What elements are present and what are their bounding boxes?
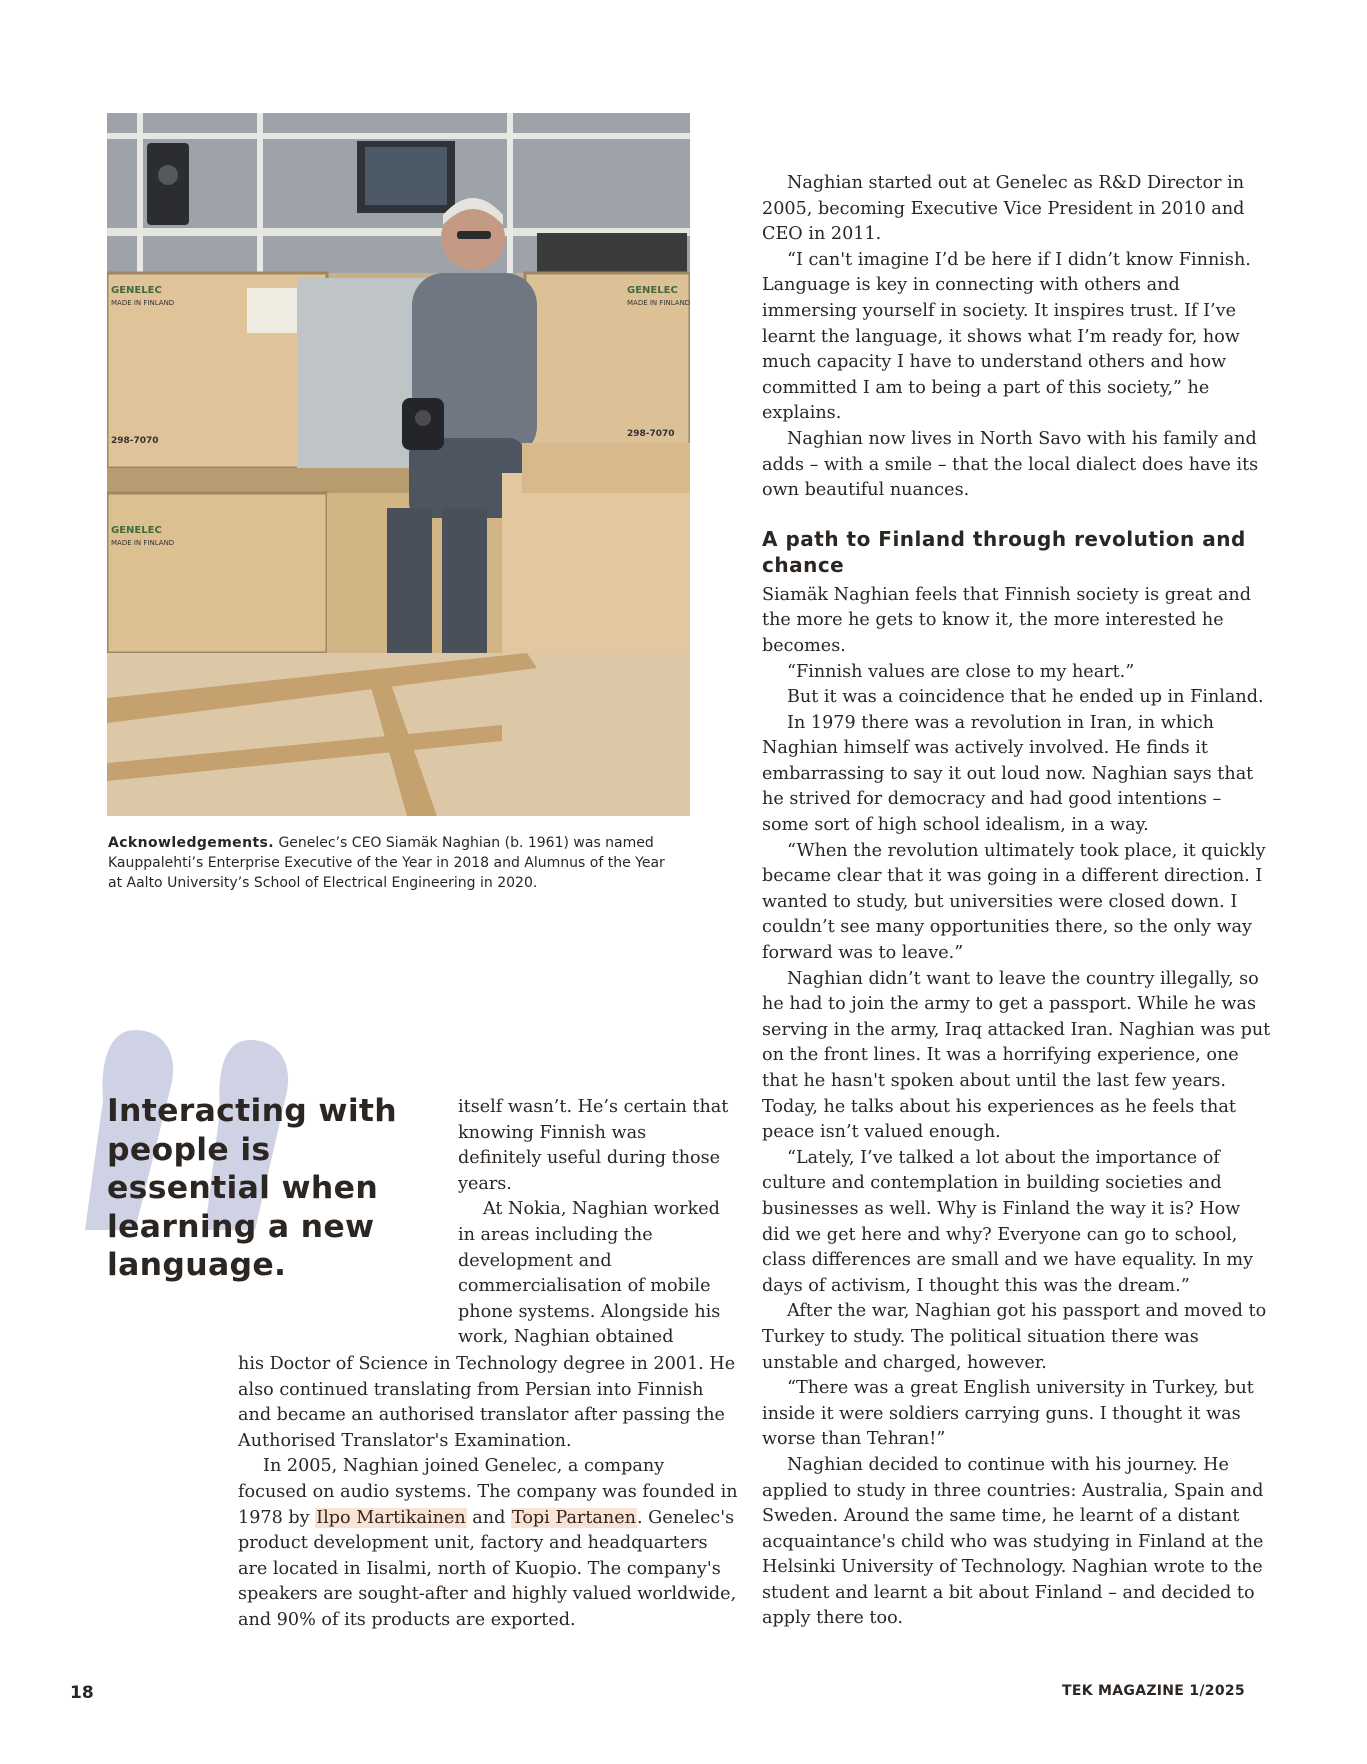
text-span: . Genelec's product development unit, factory and headquarters are located in Iisalmi, north of Kuopio. The company's speakers are sought-after and highly valued worldwide, and 90% of its products are exported.: [238, 1507, 737, 1630]
crate-label-2: MADE IN FINLAND: [111, 299, 175, 307]
paragraph: Naghian decided to continue with his journey. He applied to study in three countries: Australia, Spain and Sweden. Around the same time, he learnt of a distant acquaintance's child who was studying in Finland at the Helsinki University of Technology. Naghian wrote to the student and learnt a bit about Finland – and decided to apply there too.: [762, 1454, 1264, 1629]
paragraph: “I can't imagine I’d be here if I didn’t know Finnish. Language is key in connecting with others and immersing yourself in society. It inspires trust. If I’ve learnt the language, it shows what I’m ready for, how much capacity I have to understand others and how committed I am to being a part of this society,” he explains.: [762, 249, 1251, 424]
link-topi-partanen[interactable]: Topi Partanen: [511, 1507, 636, 1528]
paragraph: At Nokia, Naghian worked in areas including the development and commercialisation of mobile phone systems. Alongside his work, Naghian obtained: [458, 1199, 721, 1348]
crate-label-7: GENELEC: [111, 525, 162, 536]
article-photo: [107, 113, 690, 816]
caption-text: Genelec’s CEO Siamäk Naghian (b. 1961) was named Kauppalehti’s Enterprise Executive of the Year in 2018 and Alumnus of the Year at Aalto University’s School of Electrical Engineering in 2020.: [108, 835, 665, 891]
paragraph: Naghian now lives in North Savo with his family and adds – with a smile – that the local dialect does have its own beautiful nuances.: [762, 428, 1259, 501]
caption-lead: Acknowledgements.: [108, 835, 274, 851]
pull-quote: Interacting with people is essential when learning a new language.: [107, 1093, 398, 1283]
page-number: 18: [70, 1683, 94, 1703]
paragraph: “There was a great English university in Turkey, but inside it were soldiers carrying guns. I thought it was worse than Tehran!”: [762, 1378, 1254, 1450]
link-ilpo-martikainen[interactable]: Ilpo Martikainen: [316, 1507, 466, 1528]
magazine-issue: TEK MAGAZINE 1/2025: [1062, 1683, 1245, 1699]
paragraph: “Lately, I’ve talked a lot about the importance of culture and contemplation in building societies and businesses as well. Why is Finland the way it is? How did we get here and why? Everyone can go to school, class differences are small and we have equality. In my days of activism, I thought this was the dream.”: [762, 1147, 1254, 1296]
text-span: In 2005, Naghian joined Genelec, a company focused on audio systems. The company was founded in 1978 by: [238, 1456, 738, 1528]
paragraph: “Finnish values are close to my heart.”: [787, 661, 1135, 682]
paragraph: But it was a coincidence that he ended up in Finland.: [787, 687, 1264, 708]
crate-label-8: MADE IN FINLAND: [111, 539, 175, 547]
crate-label-3: GENELEC: [627, 285, 678, 296]
crate-label-4: MADE IN FINLAND: [627, 299, 690, 307]
section-heading: A path to Finland through revolution and chance: [762, 526, 1246, 577]
crate-label-5: 298-7070: [111, 436, 159, 446]
paragraph: In 1979 there was a revolution in Iran, in which Naghian himself was actively involved. He finds it embarrassing to say it out loud now. Naghian says that he strived for democracy and had good intentions – some sort of high school idealism, in a way.: [762, 712, 1254, 836]
paragraph: After the war, Naghian got his passport and moved to Turkey to study. The political situation there was unstable and charged, however.: [762, 1301, 1267, 1373]
paragraph-founders: [238, 1454, 738, 1633]
paragraph: Naghian didn’t want to leave the country illegally, so he had to join the army to get a passport. While he was serving in the army, Iraq attacked Iran. Naghian was put on the front lines. It was a horrifying experience, one that he hasn't spoken about until the last few years. Today, he talks about his experiences as he feels that peace isn’t valued enough.: [762, 968, 1271, 1143]
text-span: and: [466, 1507, 511, 1528]
right-column: [762, 171, 1272, 1632]
factory-portrait-illustration: [107, 113, 690, 816]
paragraph: his Doctor of Science in Technology degree in 2001. He also continued translating from Persian into Finnish and became an authorised translator after passing the Authorised Translator's Examination.: [238, 1354, 736, 1451]
paragraph: Siamäk Naghian feels that Finnish society is great and the more he gets to know it, the more interested he becomes.: [762, 584, 1252, 656]
paragraph: “When the revolution ultimately took place, it quickly became clear that it was going in a different direction. I wanted to study, but universities were closed down. I couldn’t see many opportunities there, so the only way forward was to leave.”: [762, 840, 1266, 964]
crate-label-6: 298-7070: [627, 429, 675, 439]
paragraph: Naghian started out at Genelec as R&D Director in 2005, becoming Executive Vice President in 2010 and CEO in 2011.: [762, 173, 1245, 245]
crate-label-1: GENELEC: [111, 285, 162, 296]
paragraph: itself wasn’t. He’s certain that knowing Finnish was definitely useful during those years.: [458, 1097, 729, 1194]
middle-column-narrow: [458, 1095, 730, 1351]
photo-caption: [108, 833, 678, 893]
middle-column-wide: [238, 1352, 738, 1634]
